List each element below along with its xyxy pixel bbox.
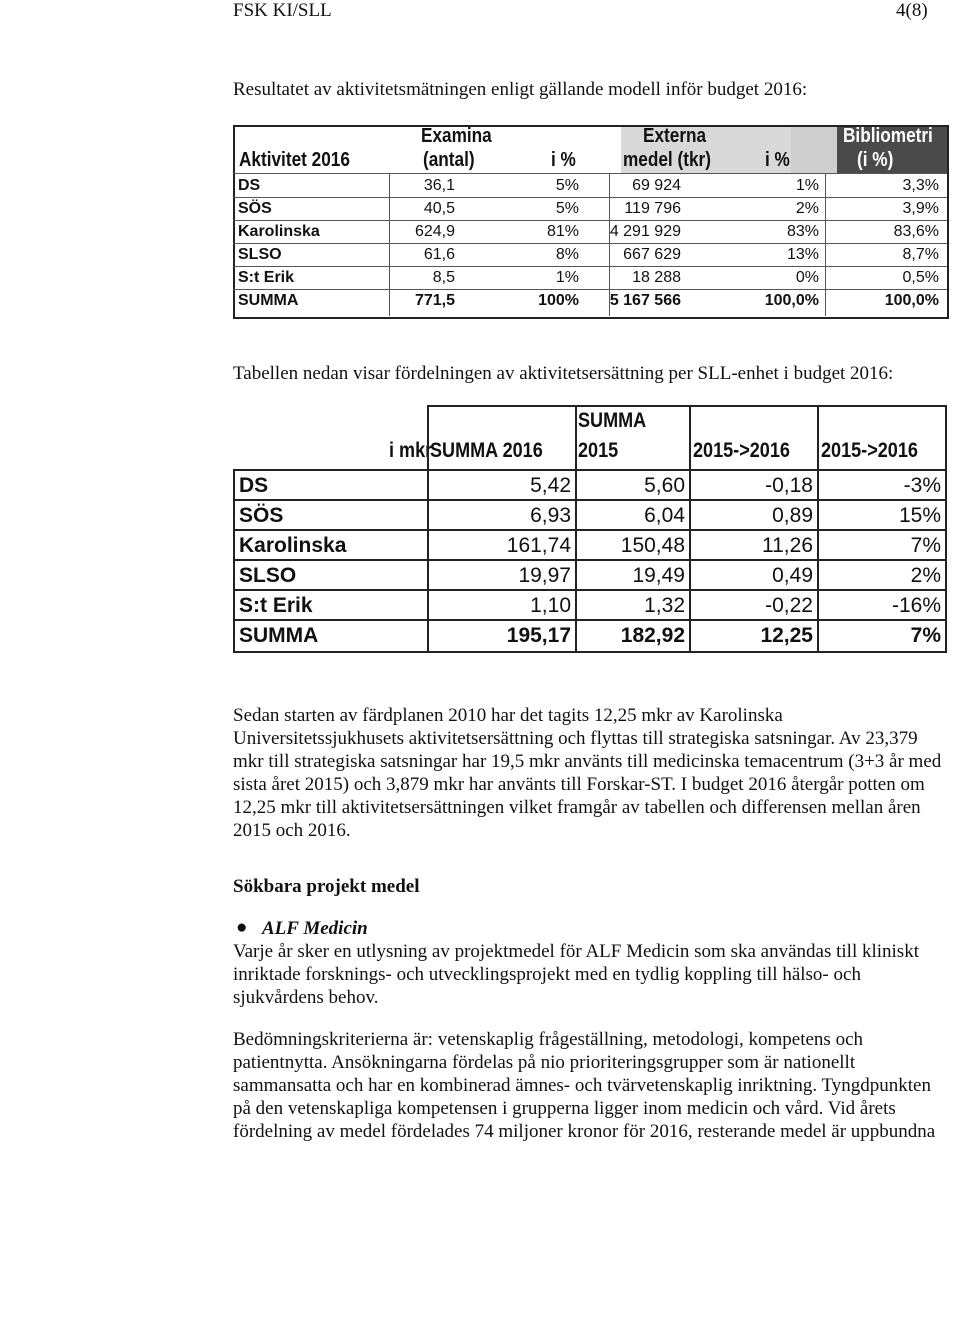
cell-biblio: 0,5%	[902, 269, 939, 286]
cell-examina: 61,6	[423, 246, 455, 263]
cell-diff: 12,25	[760, 624, 813, 647]
cell-s2015: 150,48	[620, 534, 685, 557]
cell-externa: 119 796	[624, 200, 681, 217]
header-examina-pct: i %	[551, 149, 576, 171]
table2-right-border	[945, 405, 947, 653]
cell-s2016: 6,93	[530, 504, 571, 527]
cell-diff: -0,22	[765, 594, 813, 617]
cell-name: Karolinska	[239, 534, 347, 557]
table2-bottom-border	[233, 651, 945, 653]
cell-examina-pct: 81%	[546, 223, 579, 240]
cell-externa-pct: 13%	[786, 246, 819, 263]
cell-examina: 771,5	[414, 292, 455, 309]
cell-examina-pct: 5%	[555, 200, 579, 217]
cell-name: SÖS	[239, 504, 284, 527]
table2-intro-text: Tabellen nedan visar fördelningen av aktivitetsersättning per SLL-enhet i budget 2016:	[233, 363, 894, 384]
table2-row-border	[233, 499, 945, 501]
paragraph-criteria	[233, 1028, 935, 1143]
header-activity: Aktivitet 2016	[239, 149, 350, 171]
bullet-heading-alf: ALF Medicin	[262, 918, 368, 939]
header-summa-2015-year: 2015	[578, 439, 619, 462]
cell-examina: 624,9	[414, 223, 455, 240]
cell-examina-pct: 1%	[555, 269, 579, 286]
paragraph-line: 2015 och 2016.	[233, 820, 351, 841]
header-examina: Examina	[421, 125, 492, 147]
header-unit: i mkr	[389, 439, 433, 462]
cell-externa: 18 288	[632, 269, 681, 286]
paragraph-line: mkr till strategiska satsningar har 19,5 mkr använts till medicinska temacentrum (3+3 år med	[233, 751, 942, 772]
cell-name: S:t Erik	[238, 269, 295, 286]
cell-s2015: 182,92	[620, 624, 685, 647]
table2-row-border	[233, 529, 945, 531]
header-externa: Externa	[643, 125, 707, 147]
cell-biblio: 3,3%	[902, 177, 939, 194]
table-row	[233, 290, 947, 312]
cell-name: DS	[239, 474, 269, 497]
header-diff-pct: 2015->2016	[821, 439, 918, 462]
paragraph-line: 12,25 mkr till aktivitetsersättningen vilket framgår av tabellen och differensen mellan åren	[233, 797, 921, 818]
paragraph-line: sammansatta och har en kombinerad ämnes- och tvärvetenskaplig inriktning. Tyngdpunkten	[233, 1075, 931, 1096]
cell-examina: 36,1	[423, 177, 455, 194]
cell-biblio: 100,0%	[884, 292, 939, 309]
cell-externa-pct: 0%	[795, 269, 819, 286]
cell-name: SUMMA	[239, 624, 319, 647]
header-bibliometri: Bibliometri	[843, 125, 933, 147]
cell-s2015: 19,49	[632, 564, 685, 587]
activity-table	[233, 125, 947, 317]
cell-diff: 0,89	[772, 504, 813, 527]
cell-externa-pct: 1%	[795, 177, 819, 194]
paragraph-line: Universitetssjukhusets aktivitetsersättning och flyttas till strategiska satsningar. Av 23,379	[233, 728, 918, 749]
cell-s2016: 19,97	[518, 564, 571, 587]
table-row	[233, 501, 945, 531]
cell-s2016: 1,10	[530, 594, 571, 617]
cell-diff: 11,26	[762, 534, 813, 557]
header-summa-2015: SUMMA	[578, 409, 647, 432]
table2-row-border	[233, 589, 945, 591]
paragraph-line: patientnytta. Ansökningarna fördelas på nio prioriteringsgrupper som är nationellt	[233, 1052, 856, 1073]
table-row	[233, 221, 947, 243]
cell-diff: -0,18	[765, 474, 813, 497]
table2-col-border	[575, 405, 577, 653]
cell-name: SLSO	[239, 564, 297, 587]
page-number: 4(8)	[896, 0, 928, 21]
cell-examina: 8,5	[432, 269, 455, 286]
cell-pct: -3%	[903, 474, 941, 497]
allocation-table	[233, 405, 947, 655]
paragraph-line: inriktade forsknings- och utvecklingsprojekt med en tydlig koppling till hälso- och	[233, 964, 861, 985]
cell-biblio: 8,7%	[902, 246, 939, 263]
cell-biblio: 3,9%	[902, 200, 939, 217]
cell-s2016: 5,42	[530, 474, 571, 497]
cell-name: S:t Erik	[239, 594, 313, 617]
paragraph-fardplan	[233, 704, 941, 842]
paragraph-line: Varje år sker en utlysning av projektmedel för ALF Medicin som ska användas till kliniskt	[233, 941, 919, 962]
table2-col-border	[689, 405, 691, 653]
cell-s2016: 195,17	[506, 624, 571, 647]
cell-examina-pct: 8%	[555, 246, 579, 263]
header-examina-unit: (antal)	[423, 149, 475, 171]
table2-header-border	[233, 469, 945, 471]
cell-name: SLSO	[238, 246, 282, 263]
cell-s2015: 1,32	[644, 594, 685, 617]
table-row	[233, 621, 945, 651]
cell-s2016: 161,74	[506, 534, 571, 557]
cell-externa-pct: 100,0%	[764, 292, 819, 309]
cell-externa: 5 167 566	[609, 292, 681, 309]
section-heading: Sökbara projekt medel	[233, 876, 420, 897]
cell-pct: 15%	[898, 504, 941, 527]
cell-examina: 40,5	[423, 200, 455, 217]
table-row	[233, 531, 945, 561]
header-divider	[233, 173, 947, 174]
cell-externa-pct: 83%	[786, 223, 819, 240]
header-externa-unit: medel (tkr)	[623, 149, 711, 171]
cell-diff: 0,49	[772, 564, 813, 587]
table-row	[233, 267, 947, 289]
table2-row-border	[233, 619, 945, 621]
cell-externa-pct: 2%	[795, 200, 819, 217]
paragraph-alf	[233, 940, 919, 1009]
cell-name: SUMMA	[238, 292, 299, 309]
cell-s2015: 6,04	[644, 504, 685, 527]
cell-biblio: 83,6%	[893, 223, 939, 240]
table-row	[233, 198, 947, 220]
cell-name: SÖS	[238, 200, 272, 217]
bullet-dot: ●	[236, 917, 248, 938]
table-row	[233, 244, 947, 266]
table-row	[233, 471, 945, 501]
table2-row-border	[233, 559, 945, 561]
intro-text: Resultatet av aktivitetsmätningen enligt gällande modell inför budget 2016:	[233, 79, 808, 100]
table-row	[233, 591, 945, 621]
cell-pct: 7%	[910, 534, 941, 557]
header-diff-mkr: 2015->2016	[693, 439, 790, 462]
paragraph-line: sjukvårdens behov.	[233, 987, 379, 1008]
paragraph-line: Bedömningskriterierna är: vetenskaplig frågeställning, metodologi, kompetens och	[233, 1029, 864, 1050]
cell-examina-pct: 5%	[555, 177, 579, 194]
paragraph-line: på den vetenskapliga kompetensen i grupperna ligger inom medicin och vård. Vid årets	[233, 1098, 896, 1119]
paragraph-line: sista året 2015) och 3,879 mkr har använts till Forskar-ST. I budget 2016 återgår potten om	[233, 774, 925, 795]
table2-col-border	[427, 405, 429, 653]
table2-col-border	[817, 405, 819, 653]
table-row	[233, 175, 947, 197]
table-row	[233, 561, 945, 591]
page-header-left: FSK KI/SLL	[233, 0, 332, 21]
cell-examina-pct: 100%	[538, 292, 579, 309]
header-bibliometri-unit: (i %)	[857, 149, 894, 171]
cell-pct: 2%	[910, 564, 941, 587]
header-summa-2016: SUMMA 2016	[430, 439, 543, 462]
cell-s2015: 5,60	[644, 474, 685, 497]
table2-left-border	[233, 469, 235, 653]
paragraph-line: Sedan starten av färdplanen 2010 har det tagits 12,25 mkr av Karolinska	[233, 705, 783, 726]
cell-name: Karolinska	[238, 223, 320, 240]
cell-externa: 4 291 929	[609, 223, 681, 240]
cell-pct: 7%	[910, 624, 941, 647]
cell-pct: -16%	[891, 594, 941, 617]
table2-top-border	[427, 405, 945, 407]
cell-externa: 69 924	[632, 177, 681, 194]
cell-externa: 667 629	[623, 246, 681, 263]
cell-name: DS	[238, 177, 261, 194]
paragraph-line: fördelning av medel fördelades 74 miljoner kronor för 2016, resterande medel är uppbundna	[233, 1121, 936, 1142]
header-externa-pct: i %	[765, 149, 790, 171]
